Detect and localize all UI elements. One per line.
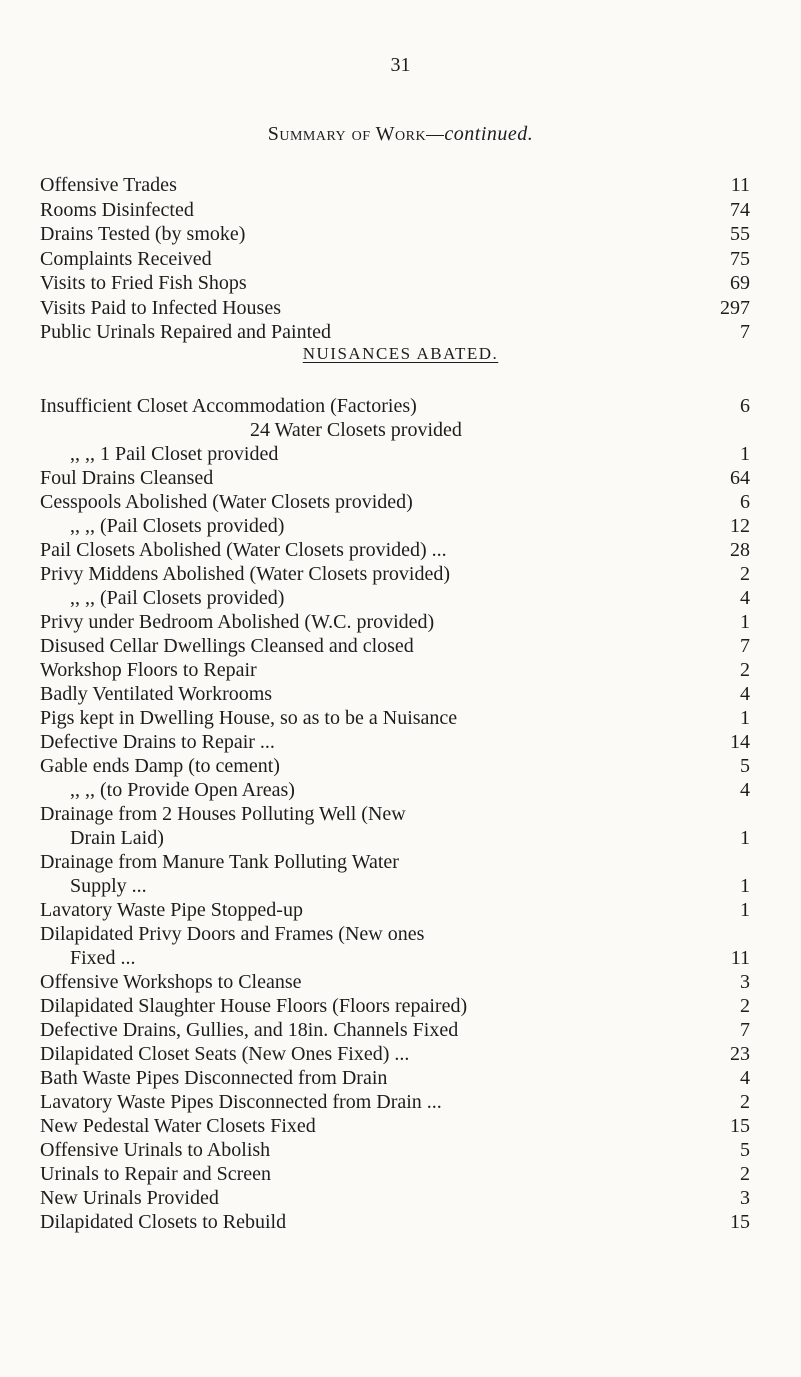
row-label: Drainage from Manure Tank Polluting Water xyxy=(40,851,399,873)
nuisance-row xyxy=(40,538,750,562)
row-value: 297 xyxy=(720,296,750,319)
nuisance-row xyxy=(40,1186,750,1210)
summary-row xyxy=(40,222,750,246)
row-value: 6 xyxy=(740,395,750,417)
summary-row xyxy=(40,296,750,320)
row-value: 23 xyxy=(730,1043,750,1065)
row-label: Offensive Urinals to Abolish xyxy=(40,1139,271,1161)
row-value: 7 xyxy=(740,321,750,343)
row-label: Workshop Floors to Repair xyxy=(40,659,257,681)
row-label: Pigs kept in Dwelling House, so as to be a Nuisance xyxy=(40,707,458,729)
row-label: Fixed ... xyxy=(70,947,136,969)
nuisance-row xyxy=(40,634,750,658)
row-value: 2 xyxy=(740,563,750,585)
nuisance-row xyxy=(40,466,750,490)
row-value: 4 xyxy=(740,1067,750,1089)
summary-row xyxy=(40,247,750,271)
row-label: Offensive Trades xyxy=(40,174,177,196)
row-label: Urinals to Repair and Screen xyxy=(40,1163,272,1185)
nuisance-row xyxy=(40,1114,750,1138)
row-label: Privy Middens Abolished (Water Closets provided) xyxy=(40,563,451,585)
row-label: Defective Drains to Repair ... xyxy=(40,731,275,753)
row-value: 1 xyxy=(740,827,750,849)
nuisance-row xyxy=(40,586,750,610)
row-label: ,, ,, (Pail Closets provided) xyxy=(70,587,285,609)
nuisance-row xyxy=(40,562,750,586)
nuisance-row xyxy=(40,850,750,874)
nuisance-row xyxy=(40,946,750,970)
row-value: 1 xyxy=(740,443,750,465)
summary-row xyxy=(40,173,750,197)
heading-continued: —continued. xyxy=(426,123,534,145)
row-label: Offensive Workshops to Cleanse xyxy=(40,971,302,993)
nuisance-row xyxy=(40,802,750,826)
row-value: 15 xyxy=(730,1211,750,1233)
nuisance-row xyxy=(40,418,750,442)
row-value: 5 xyxy=(740,755,750,777)
row-label: Lavatory Waste Pipes Disconnected from Drain ... xyxy=(40,1091,442,1113)
nuisance-row xyxy=(40,1162,750,1186)
row-value: 2 xyxy=(740,659,750,681)
nuisance-row xyxy=(40,442,750,466)
row-value: 1 xyxy=(740,611,750,633)
row-value: 5 xyxy=(740,1139,750,1161)
row-label: Dilapidated Slaughter House Floors (Floors repaired) xyxy=(40,995,468,1017)
nuisance-row xyxy=(40,610,750,634)
row-label: Drainage from 2 Houses Polluting Well (New xyxy=(40,803,406,825)
row-label: Bath Waste Pipes Disconnected from Drain xyxy=(40,1067,388,1089)
row-label: Defective Drains, Gullies, and 18in. Channels Fixed xyxy=(40,1019,459,1041)
row-value: 4 xyxy=(740,587,750,609)
row-label: Pail Closets Abolished (Water Closets provided) ... xyxy=(40,539,447,561)
row-value: 75 xyxy=(730,247,750,270)
row-value: 7 xyxy=(740,635,750,657)
row-value: 1 xyxy=(740,707,750,729)
row-label: Supply ... xyxy=(70,875,147,897)
nuisance-row xyxy=(40,1018,750,1042)
nuisance-row xyxy=(40,730,750,754)
row-label: ,, ,, 1 Pail Closet provided xyxy=(70,443,279,465)
nuisance-row xyxy=(40,706,750,730)
row-label: Cesspools Abolished (Water Closets provided) xyxy=(40,491,413,513)
nuisance-row xyxy=(40,514,750,538)
nuisance-row xyxy=(40,778,750,802)
row-label: New Urinals Provided xyxy=(40,1187,219,1209)
heading-main: Summary of Work xyxy=(267,123,427,145)
row-label: Dilapidated Privy Doors and Frames (New ones xyxy=(40,923,425,945)
row-label: Insufficient Closet Accommodation (Factories) xyxy=(40,395,417,417)
row-label: Public Urinals Repaired and Painted xyxy=(40,321,332,343)
row-value: 28 xyxy=(730,539,750,561)
summary-list xyxy=(40,173,750,345)
nuisances-list xyxy=(40,394,750,1234)
row-value: 4 xyxy=(740,779,750,801)
nuisance-row xyxy=(40,490,750,514)
row-value: 64 xyxy=(730,467,750,489)
nuisance-row xyxy=(40,754,750,778)
nuisance-row xyxy=(40,1066,750,1090)
row-label: Visits to Fried Fish Shops xyxy=(40,272,247,294)
row-label: Gable ends Damp (to cement) xyxy=(40,755,280,777)
nuisance-row xyxy=(40,1138,750,1162)
row-label: Dilapidated Closet Seats (New Ones Fixed) ... xyxy=(40,1043,410,1065)
row-value: 3 xyxy=(740,1187,750,1209)
row-value: 15 xyxy=(730,1115,750,1137)
nuisance-row xyxy=(40,658,750,682)
nuisance-row xyxy=(40,1090,750,1114)
row-value: 11 xyxy=(730,947,750,969)
row-label: ,, ,, (Pail Closets provided) xyxy=(70,515,285,537)
row-value: 6 xyxy=(740,491,750,513)
row-label: ,, ,, (to Provide Open Areas) xyxy=(70,779,295,801)
row-label: Disused Cellar Dwellings Cleansed and closed xyxy=(40,635,414,657)
row-label: Drain Laid) xyxy=(70,827,164,849)
nuisance-row xyxy=(40,1042,750,1066)
row-label: Dilapidated Closets to Rebuild xyxy=(40,1211,287,1233)
row-label: Badly Ventilated Workrooms xyxy=(40,683,273,705)
row-value: 2 xyxy=(740,1163,750,1185)
nuisance-row xyxy=(40,1210,750,1234)
summary-row xyxy=(40,271,750,295)
row-value: 1 xyxy=(740,899,750,921)
row-label: Complaints Received xyxy=(40,247,212,270)
nuisance-row xyxy=(40,682,750,706)
row-value: 2 xyxy=(740,1091,750,1113)
nuisance-row xyxy=(40,394,750,418)
summary-row xyxy=(40,198,750,222)
row-value: 3 xyxy=(740,971,750,993)
row-value: 74 xyxy=(730,198,750,221)
row-value: 69 xyxy=(730,272,750,294)
nuisance-row xyxy=(40,874,750,898)
row-value: 12 xyxy=(730,515,750,537)
nuisance-row xyxy=(40,898,750,922)
section-heading xyxy=(0,123,801,146)
row-label: Privy under Bedroom Abolished (W.C. provided) xyxy=(40,611,435,633)
nuisance-row xyxy=(40,922,750,946)
nuisances-heading xyxy=(0,344,801,364)
row-value: 14 xyxy=(730,731,750,753)
row-label: Visits Paid to Infected Houses xyxy=(40,296,281,319)
row-value: 7 xyxy=(740,1019,750,1041)
row-label: Rooms Disinfected xyxy=(40,198,194,221)
row-value: 11 xyxy=(730,174,750,196)
row-value: 1 xyxy=(740,875,750,897)
nuisance-row xyxy=(40,994,750,1018)
row-value: 55 xyxy=(730,223,750,245)
summary-row xyxy=(40,320,750,344)
row-label: 24 Water Closets provided xyxy=(250,419,462,441)
nuisances-heading-text: NUISANCES ABATED. xyxy=(302,344,499,363)
nuisance-row xyxy=(40,970,750,994)
page-number: 31 xyxy=(390,54,411,76)
nuisance-row xyxy=(40,826,750,850)
row-label: Drains Tested (by smoke) xyxy=(40,223,246,245)
row-value: 4 xyxy=(740,683,750,705)
row-label: New Pedestal Water Closets Fixed xyxy=(40,1115,316,1137)
row-label: Foul Drains Cleansed xyxy=(40,467,214,489)
row-value: 2 xyxy=(740,995,750,1017)
row-label: Lavatory Waste Pipe Stopped-up xyxy=(40,899,303,921)
